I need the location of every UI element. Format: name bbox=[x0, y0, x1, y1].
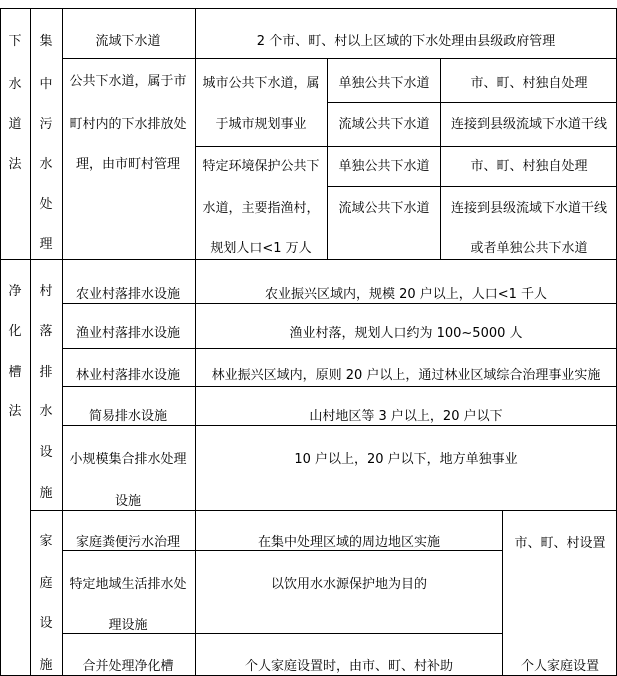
row-header-char: 道 bbox=[8, 117, 22, 132]
grid-line bbox=[327, 58, 328, 259]
group-header-char: 施 bbox=[39, 486, 53, 501]
group-header-char: 庭 bbox=[39, 576, 53, 591]
description-cell: 流域公共下水道 bbox=[338, 201, 430, 216]
facility-name: 设施 bbox=[114, 494, 142, 509]
group-header-char: 施 bbox=[39, 658, 53, 673]
grid-line bbox=[62, 58, 617, 59]
grid-line bbox=[0, 8, 1, 676]
description-cell: 农业振兴区域内，规模 20 户以上，人口<1 千人 bbox=[264, 287, 548, 302]
group-header-char: 水 bbox=[39, 157, 53, 172]
description-cell: 连接到县级流域下水道干线 bbox=[450, 117, 608, 132]
description-cell: 渔业村落，规划人口约为 100~5000 人 bbox=[289, 326, 523, 341]
facility-name: 家庭粪便污水治理 bbox=[75, 535, 181, 550]
description-cell: 规划人口<1 万人 bbox=[210, 241, 312, 256]
group-header-char: 处 bbox=[39, 197, 53, 212]
grid-line bbox=[195, 8, 196, 676]
description-cell: 在集中处理区域的周边地区实施 bbox=[257, 535, 441, 550]
grid-line bbox=[440, 58, 441, 259]
group-header-char: 落 bbox=[39, 324, 53, 339]
grid-line bbox=[327, 186, 617, 187]
description-cell: 山村地区等 3 户以上，20 户以下 bbox=[309, 409, 503, 424]
description-cell: 林业振兴区域内，原则 20 户以上，通过林业区域综合治理事业实施 bbox=[211, 368, 601, 383]
grid-line bbox=[327, 102, 617, 103]
group-header-char: 水 bbox=[39, 404, 53, 419]
row-header-char: 下 bbox=[8, 34, 22, 49]
group-header-char: 村 bbox=[39, 284, 53, 299]
facility-name: 林业村落排水设施 bbox=[75, 368, 181, 383]
grid-line bbox=[30, 510, 617, 511]
group-header-char: 中 bbox=[39, 77, 53, 92]
description-cell: 市、町、村独自处理 bbox=[470, 159, 588, 174]
description-cell: 单独公共下水道 bbox=[338, 159, 430, 174]
grid-line bbox=[62, 425, 617, 426]
group-header-char: 污 bbox=[39, 117, 53, 132]
description-cell: 以饮用水水源保护地为目的 bbox=[270, 577, 428, 592]
description-cell: 或者单独公共下水道 bbox=[470, 241, 588, 256]
group-header-char: 集 bbox=[39, 34, 53, 49]
grid-line bbox=[195, 146, 617, 147]
description-cell: 市、町、村独自处理 bbox=[470, 76, 588, 91]
facility-name: 流域下水道 bbox=[95, 34, 161, 49]
facility-name: 渔业村落排水设施 bbox=[75, 326, 181, 341]
row-header-char: 法 bbox=[8, 157, 22, 172]
grid-line bbox=[502, 510, 503, 676]
grid-line bbox=[62, 633, 502, 634]
description-cell: 单独公共下水道 bbox=[338, 76, 430, 91]
facility-name: 町村内的下水排放处 bbox=[69, 117, 187, 132]
description-cell: 2 个市、町、村以上区域的下水处理由县级政府管理 bbox=[256, 34, 556, 49]
description-cell: 个人家庭设置时，由市、町、村补助 bbox=[244, 659, 454, 674]
group-header-char: 设 bbox=[39, 445, 53, 460]
grid-line bbox=[62, 8, 63, 676]
description-cell: 个人家庭设置 bbox=[520, 659, 600, 674]
row-header-char: 法 bbox=[8, 404, 22, 419]
group-header-char: 家 bbox=[39, 534, 53, 549]
grid-line bbox=[62, 386, 617, 387]
grid-line bbox=[0, 8, 617, 9]
facility-name: 简易排水设施 bbox=[88, 409, 168, 424]
description-cell: 连接到县级流域下水道干线 bbox=[450, 201, 608, 216]
grid-line bbox=[62, 303, 617, 304]
grid-line bbox=[0, 259, 617, 260]
description-cell: 水道，主要指渔村， bbox=[202, 201, 320, 216]
facility-name: 理，由市町村管理 bbox=[75, 157, 181, 172]
facility-name: 公共下水道，属于市 bbox=[69, 74, 187, 89]
description-cell: 特定环境保护公共下 bbox=[202, 159, 320, 174]
grid-line bbox=[30, 8, 31, 676]
facility-name: 特定地域生活排水处 bbox=[69, 577, 187, 592]
description-cell: 城市公共下水道，属 bbox=[202, 76, 320, 91]
facility-name: 小规模集合排水处理 bbox=[69, 452, 187, 467]
group-header-char: 理 bbox=[39, 237, 53, 252]
row-header-char: 化 bbox=[8, 324, 22, 339]
grid-line bbox=[62, 550, 502, 551]
description-cell: 于城市规划事业 bbox=[215, 117, 307, 132]
row-header-char: 水 bbox=[8, 77, 22, 92]
facility-name: 农业村落排水设施 bbox=[75, 287, 181, 302]
facility-name: 理设施 bbox=[108, 618, 148, 633]
row-header-char: 净 bbox=[8, 284, 22, 299]
row-header-char: 槽 bbox=[8, 365, 22, 380]
group-header-char: 设 bbox=[39, 616, 53, 631]
description-cell: 市、町、村设置 bbox=[514, 536, 606, 551]
description-cell: 流域公共下水道 bbox=[338, 117, 430, 132]
grid-line bbox=[62, 348, 617, 349]
group-header-char: 排 bbox=[39, 365, 53, 380]
facility-name: 合并处理净化槽 bbox=[82, 659, 174, 674]
description-cell: 10 户以上，20 户以下，地方单独事业 bbox=[294, 452, 518, 467]
